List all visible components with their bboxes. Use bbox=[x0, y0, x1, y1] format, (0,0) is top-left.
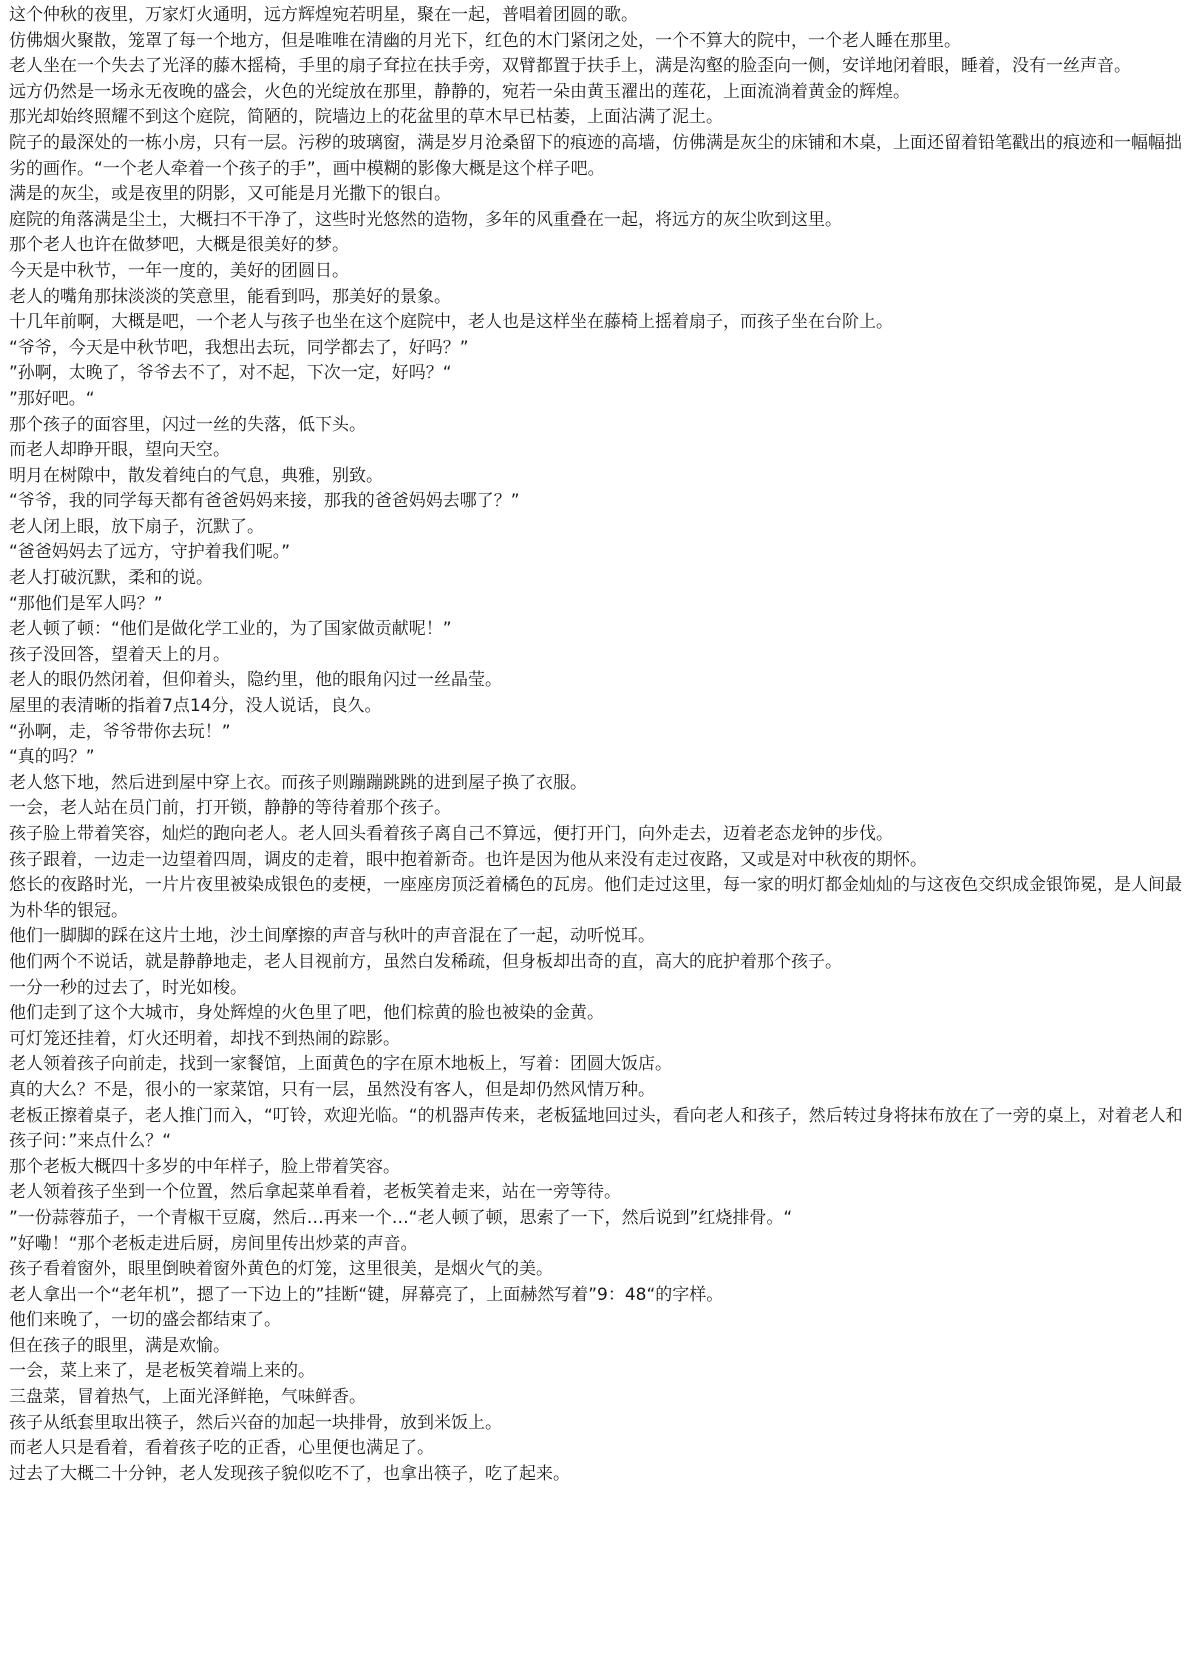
paragraph: 老板正擦着桌子，老人推门而入，“叮铃，欢迎光临。“的机器声传来，老板猛地回过头，看向老人和孩子，然后转过身将抹布放在了一旁的桌上，对着老人和孩子问：”来点什么？“ bbox=[9, 1105, 1183, 1152]
paragraph: 老人顿了顿：“他们是做化学工业的，为了国家做贡献呢！” bbox=[9, 619, 452, 640]
paragraph: 他们来晚了，一切的盛会都结束了。 bbox=[9, 1310, 281, 1331]
paragraph: 悠长的夜路时光，一片片夜里被染成银色的麦梗，一座座房顶泛着橘色的瓦房。他们走过这里，每一家的明灯都金灿灿的与这夜色交织成金银饰冕，是人间最为朴华的银冠。 bbox=[9, 875, 1182, 921]
paragraph: 而老人只是看着，看着孩子吃的正香，心里便也满足了。 bbox=[9, 1438, 434, 1459]
dialogue-line: “那他们是军人吗？” bbox=[9, 593, 163, 614]
dialogue-line: “爷爷，今天是中秋节吧，我想出去玩，同学都去了，好吗？” bbox=[9, 337, 469, 358]
paragraph: 而老人却睁开眼，望向天空。 bbox=[9, 440, 230, 461]
paragraph: 孩子跟着，一边走一边望着四周，调皮的走着，眼中抱着新奇。也许是因为他从来没有走过夜路，又或是对中秋夜的期怀。 bbox=[9, 849, 927, 870]
paragraph: 老人领着孩子坐到一个位置，然后拿起菜单看着，老板笑着走来，站在一旁等待。 bbox=[9, 1182, 621, 1203]
paragraph: 远方仍然是一场永无夜晚的盛会，火色的光绽放在那里，静静的，宛若一朵由黄玉濯出的莲花，上面流淌着黄金的辉煌。 bbox=[9, 81, 910, 102]
dialogue-line: “真的吗？” bbox=[9, 747, 95, 768]
dialogue-line: “孙啊，走，爷爷带你去玩！” bbox=[9, 721, 231, 742]
paragraph: 过去了大概二十分钟，老人发现孩子貌似吃不了，也拿出筷子，吃了起来。 bbox=[9, 1463, 570, 1484]
paragraph: 老人的嘴角那抹淡淡的笑意里，能看到吗，那美好的景象。 bbox=[9, 286, 451, 307]
paragraph: 一分一秒的过去了，时光如梭。 bbox=[9, 977, 247, 998]
paragraph: 一会，菜上来了，是老板笑着端上来的。 bbox=[9, 1361, 315, 1382]
paragraph: 孩子看着窗外，眼里倒映着窗外黄色的灯笼，这里很美，是烟火气的美。 bbox=[9, 1259, 553, 1280]
paragraph: 老人坐在一个失去了光泽的藤木摇椅，手里的扇子耷拉在扶手旁，双臂都置于扶手上，满是沟壑的脸歪向一侧，安详地闭着眼，睡着，没有一丝声音。 bbox=[9, 56, 1131, 77]
paragraph: 那光却始终照耀不到这个庭院，简陋的，院墙边上的花盆里的草木早已枯萎，上面沾满了泥土。 bbox=[9, 107, 723, 128]
paragraph: 一会，老人站在员门前，打开锁，静静的等待着那个孩子。 bbox=[9, 798, 451, 819]
paragraph: 老人领着孩子向前走，找到一家餐馆，上面黄色的字在原木地板上，写着：团圆大饭店。 bbox=[9, 1054, 672, 1075]
paragraph: 老人拿出一个“老年机”，摁了一下边上的”挂断“键，屏幕亮了，上面赫然写着”9：48“的字样。 bbox=[9, 1284, 724, 1305]
paragraph: 那个老板大概四十多岁的中年样子，脸上带着笑容。 bbox=[9, 1156, 400, 1177]
paragraph: 十几年前啊，大概是吧，一个老人与孩子也坐在这个庭院中，老人也是这样坐在藤椅上摇着扇子，而孩子坐在台阶上。 bbox=[9, 312, 893, 333]
paragraph: 明月在树隙中，散发着纯白的气息，典雅，别致。 bbox=[9, 465, 383, 486]
dialogue-line: ”那好吧。“ bbox=[9, 388, 95, 409]
paragraph: 孩子没回答，望着天上的月。 bbox=[9, 644, 230, 665]
dialogue-line: ”好嘞！“那个老板走进后厨，房间里传出炒菜的声音。 bbox=[9, 1233, 418, 1254]
paragraph: 他们两个不说话，就是静静地走，老人目视前方，虽然白发稀疏，但身板却出奇的直，高大的庇护着那个孩子。 bbox=[9, 951, 842, 972]
paragraph: 他们一脚脚的踩在这片土地，沙土间摩擦的声音与秋叶的声音混在了一起，动听悦耳。 bbox=[9, 926, 655, 947]
paragraph: 老人打破沉默，柔和的说。 bbox=[9, 568, 213, 589]
dialogue-line: “爷爷，我的同学每天都有爸爸妈妈来接，那我的爸爸妈妈去哪了？” bbox=[9, 491, 520, 512]
paragraph: 那个孩子的面容里，闪过一丝的失落，低下头。 bbox=[9, 414, 366, 435]
paragraph: 但在孩子的眼里，满是欢愉。 bbox=[9, 1335, 230, 1356]
paragraph: 老人的眼仍然闭着，但仰着头，隐约里，他的眼角闪过一丝晶莹。 bbox=[9, 670, 502, 691]
paragraph: 他们走到了这个大城市，身处辉煌的火色里了吧，他们棕黄的脸也被染的金黄。 bbox=[9, 1003, 604, 1024]
paragraph: 孩子脸上带着笑容，灿烂的跑向老人。老人回头看着孩子离自己不算远，便打开门，向外走去，迈着老态龙钟的步伐。 bbox=[9, 824, 893, 844]
paragraph: 今天是中秋节，一年一度的，美好的团圆日。 bbox=[9, 260, 349, 281]
paragraph: 真的大么？不是，很小的一家菜馆，只有一层，虽然没有客人，但是却仍然风情万种。 bbox=[9, 1079, 655, 1100]
paragraph: 老人闭上眼，放下扇子，沉默了。 bbox=[9, 516, 264, 537]
dialogue-line: ”一份蒜蓉茄子，一个青椒干豆腐，然后…再来一个…“老人顿了顿，思索了一下，然后说到”红烧排骨。“ bbox=[9, 1207, 793, 1228]
dialogue-line: “爸爸妈妈去了远方，守护着我们呢。” bbox=[9, 542, 291, 563]
paragraph: 孩子从纸套里取出筷子，然后兴奋的加起一块排骨，放到米饭上。 bbox=[9, 1412, 502, 1433]
dialogue-line: ”孙啊，太晚了，爷爷去不了，对不起，下次一定，好吗？“ bbox=[9, 363, 452, 384]
paragraph: 满是的灰尘，或是夜里的阴影，又可能是月光撒下的银白。 bbox=[9, 184, 451, 205]
paragraph: 仿佛烟火聚散，笼罩了每一个地方，但是唯唯在清幽的月光下，红色的木门紧闭之处，一个不算大的院中，一个老人睡在那里。 bbox=[9, 30, 961, 51]
paragraph: 老人悠下地，然后进到屋中穿上衣。而孩子则蹦蹦跳跳的进到屋子换了衣服。 bbox=[9, 772, 587, 793]
paragraph: 屋里的表清晰的指着7点14分，没人说话，良久。 bbox=[9, 696, 382, 717]
paragraph: 这个仲秋的夜里，万家灯火通明，远方辉煌宛若明星，聚在一起，普唱着团圆的歌。 bbox=[9, 5, 638, 25]
paragraph: 三盘菜，冒着热气，上面光泽鲜艳，气味鲜香。 bbox=[9, 1387, 366, 1408]
paragraph: 庭院的角落满是尘土，大概扫不干净了，这些时光悠然的造物，多年的风重叠在一起，将远方的灰尘吹到这里。 bbox=[9, 209, 842, 230]
paragraph: 院子的最深处的一栋小房，只有一层。污秽的玻璃窗，满是岁月沧桑留下的痕迹的高墙，仿佛满是灰尘的床铺和木桌，上面还留着铅笔戳出的痕迹和一幅幅拙劣的画作。“一个老人牵着一个孩子的手”，画中模糊的影像大概是这个样子吧。 bbox=[9, 132, 1182, 179]
paragraph: 可灯笼还挂着，灯火还明着，却找不到热闹的踪影。 bbox=[9, 1028, 400, 1049]
paragraph: 那个老人也许在做梦吧，大概是很美好的梦。 bbox=[9, 235, 349, 256]
